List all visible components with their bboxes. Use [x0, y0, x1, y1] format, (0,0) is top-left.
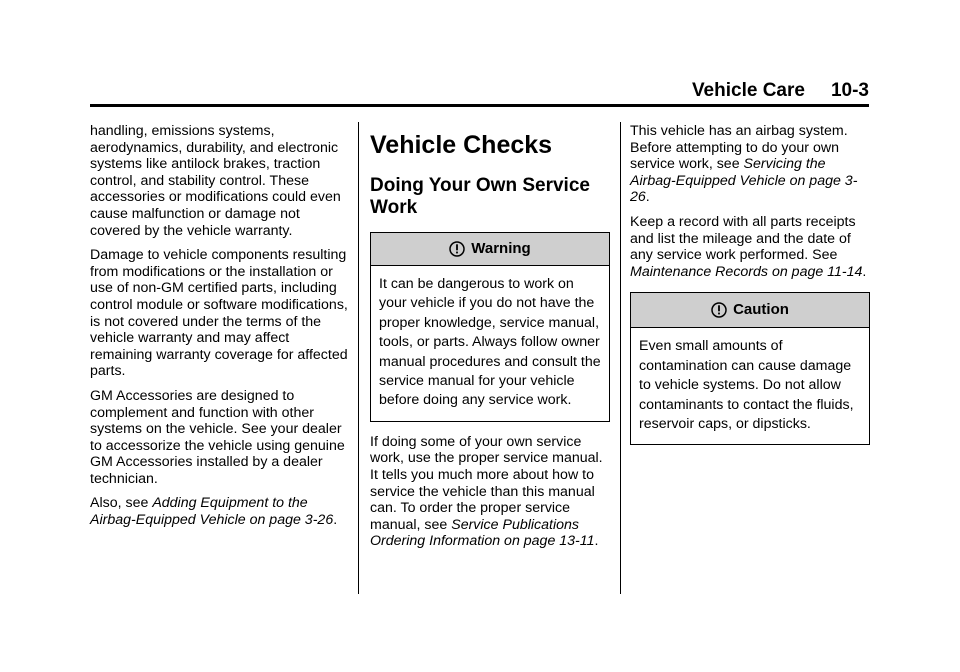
- text: If doing some of your own service work, use the proper service manual. It tells you much more about how to service the vehicle than this manual can. To order the proper service manual, see: [370, 433, 603, 533]
- paragraph: Damage to vehicle components resulting from modifications or the installation or use of non-GM certified parts, including control module or software modifications, is not covered under the terms of the vehicle warranty and may affect remaining warranty coverage for affected parts.: [90, 247, 348, 380]
- cross-reference-link[interactable]: Service Publications Ordering Information on page 13-11: [370, 516, 595, 550]
- column-right: [630, 123, 870, 457]
- column-divider: [620, 122, 621, 594]
- cross-reference-link[interactable]: Adding Equipment to the Airbag-Equipped Vehicle on page 3-26: [90, 495, 334, 529]
- paragraph: GM Accessories are designed to complement and function with other systems on the vehicle. See your dealer to accessorize the vehicle using genuine GM Accessories installed by a dealer technician.: [90, 387, 345, 487]
- warning-icon: [449, 241, 465, 257]
- section-title: Vehicle Care: [691, 80, 805, 101]
- paragraph: handling, emissions systems, aerodynamics, durability, and electronic systems like antilock brakes, traction control, and stability control. These accessories or modifications could even cause malfunction or damage not covered by the vehicle warranty.: [90, 123, 341, 239]
- subsection-heading: Doing Your Own Service Work: [370, 175, 590, 218]
- header-rule: [90, 104, 869, 107]
- caution-title: Caution: [733, 301, 789, 319]
- cross-reference-link[interactable]: Servicing the Airbag-Equipped Vehicle on page 3-26: [630, 156, 858, 206]
- section-heading: Vehicle Checks: [370, 131, 553, 159]
- warning-text: It can be dangerous to work on your vehicle if you do not have the proper knowledge, service manual, tools, or parts. Always follow owner manual procedures and consult the service manual for your vehicle before doing any service work.: [379, 276, 601, 409]
- text: Also, see: [90, 495, 153, 512]
- warning-title: Warning: [471, 239, 531, 257]
- page-header: [90, 80, 869, 104]
- warning-box: [370, 232, 610, 422]
- text: .: [645, 189, 650, 206]
- text: .: [594, 533, 599, 550]
- column-left: [90, 123, 348, 537]
- warning-header: [371, 233, 609, 266]
- paragraph: [630, 123, 870, 206]
- page-number: 10-3: [830, 80, 869, 101]
- text: .: [862, 263, 867, 280]
- text: Keep a record with all parts receipts and list the mileage and the date of any service work performed. See: [630, 213, 856, 264]
- column-middle: [370, 123, 610, 558]
- caution-box: [630, 292, 870, 445]
- column-divider: [358, 122, 359, 594]
- caution-text: Even small amounts of contamination can cause damage to vehicle systems. Do not allow contaminants to contact the fluids, reservoir caps, or dipsticks.: [639, 338, 854, 432]
- text: .: [333, 512, 338, 529]
- paragraph: [630, 214, 870, 280]
- paragraph: [90, 495, 348, 528]
- text: This vehicle has an airbag system. Before attempting to do your own service work, see: [630, 123, 848, 173]
- cross-reference-link[interactable]: Maintenance Records on page 11-14: [630, 263, 863, 280]
- caution-header: [631, 293, 869, 328]
- paragraph: [370, 434, 610, 550]
- warning-icon: [711, 302, 727, 318]
